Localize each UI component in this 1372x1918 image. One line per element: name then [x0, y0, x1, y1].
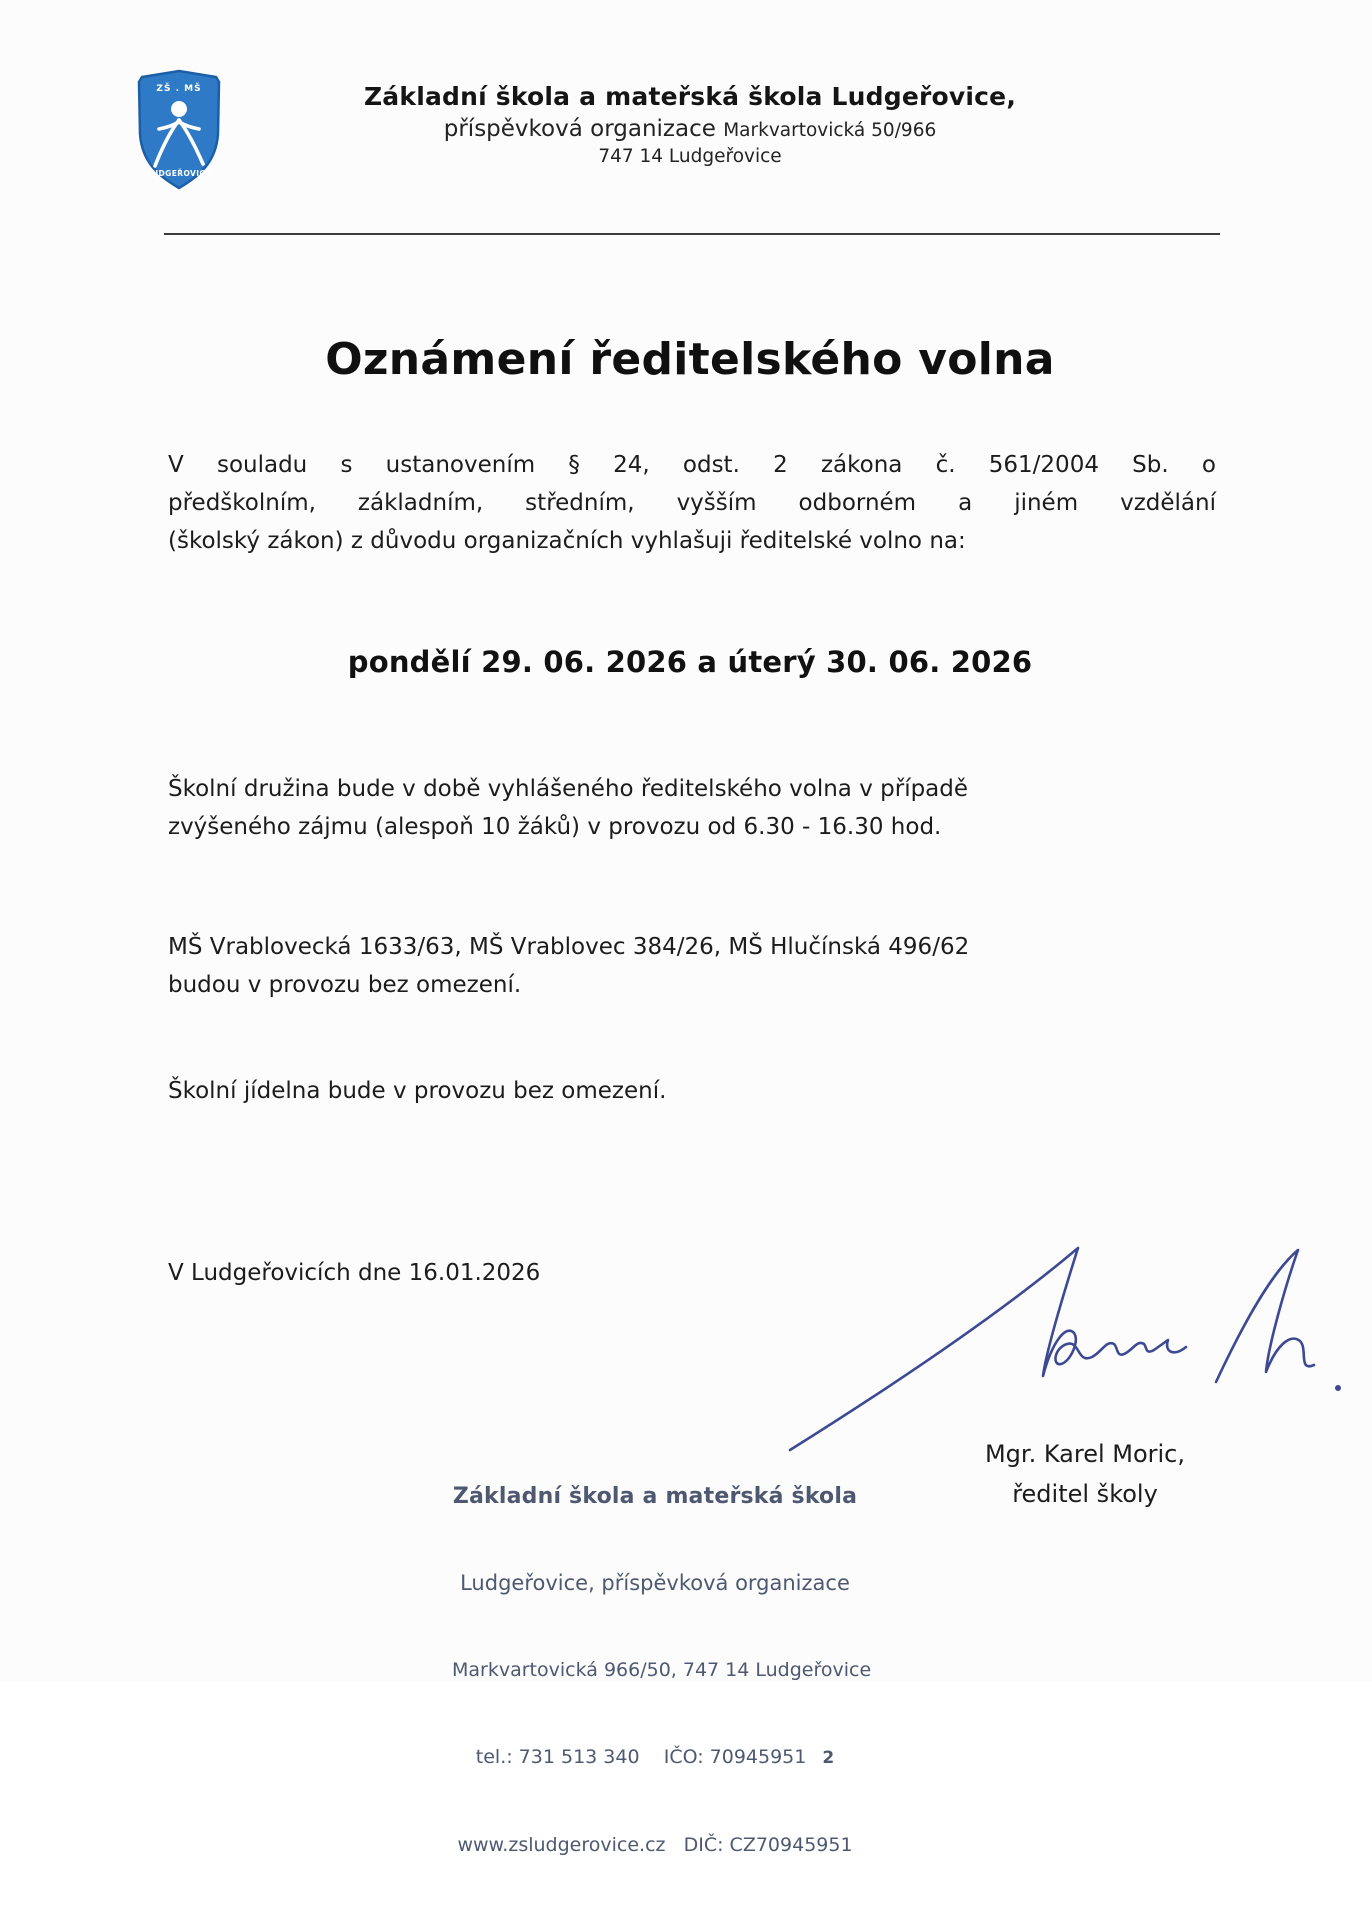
school-logo	[128, 68, 230, 192]
logo-bottom-text: LUDGEŘOVICE	[147, 169, 211, 178]
stamp-line: Markvartovická 966/50, 747 14 Ludgeřovice	[452, 1659, 872, 1681]
logo-top-text: ZŠ . MŠ	[156, 84, 202, 94]
signer-name: Mgr. Karel Moric,	[984, 1440, 1186, 1468]
kindergartens-line: MŠ Vrablovecká 1633/63, MŠ Vrablovec 384/26, MŠ Hlučínská 496/62	[168, 934, 970, 960]
org-city: 747 14 Ludgeřovice	[598, 146, 782, 167]
holiday-dates-line: pondělí 29. 06. 2026 a úterý 30. 06. 2026	[347, 645, 1033, 679]
letterhead	[340, 82, 1040, 167]
kindergartens-line: budou v provozu bez omezení.	[168, 972, 522, 998]
org-type: příspěvková organizace	[443, 116, 716, 142]
school-stamp	[452, 1424, 872, 1918]
signer-role: ředitel školy	[1012, 1480, 1158, 1508]
document-title: Oznámení ředitelského volna	[325, 334, 1055, 385]
druzina-paragraph	[168, 770, 1216, 846]
stamp-line: Ludgeřovice, příspěvková organizace	[460, 1571, 850, 1595]
kindergartens-paragraph	[168, 928, 1216, 1004]
druzina-line: zvýšeného zájmu (alespoň 10 žáků) v provozu od 6.30 - 16.30 hod.	[168, 814, 942, 840]
handwritten-signature	[778, 1230, 1360, 1465]
canteen-paragraph: Školní jídelna bude v provozu bez omezení.	[168, 1078, 667, 1104]
intro-line: (školský zákon) z důvodu organizačních vyhlašuji ředitelské volno na:	[168, 528, 966, 554]
stamp-line: Základní škola a mateřská škola	[452, 1484, 858, 1509]
org-line2	[340, 116, 1040, 142]
stamp-line: tel.: 731 513 340 IČO: 70945951 2	[452, 1743, 858, 1773]
stamp-line: www.zsludgerovice.cz DIČ: CZ70945951	[457, 1834, 853, 1856]
intro-line: V souladu s ustanovením § 24, odst. 2 zákona č. 561/2004 Sb. o	[168, 452, 1216, 478]
intro-line: předškolním, základním, středním, vyšším odborném a jiném vzdělání	[168, 490, 1216, 516]
org-street: Markvartovická 50/966	[723, 120, 937, 141]
place-date-line: V Ludgeřovicích dne 16.01.2026	[168, 1260, 541, 1286]
signer-block	[950, 1434, 1220, 1514]
druzina-line: Školní družina bude v době vyhlášeného ředitelského volna v případě	[168, 776, 969, 802]
header-divider	[164, 233, 1220, 235]
org-name: Základní škola a mateřská škola Ludgeřovice,	[363, 82, 1017, 111]
intro-paragraph	[168, 446, 1216, 560]
stamp-number: 2	[822, 1748, 835, 1768]
